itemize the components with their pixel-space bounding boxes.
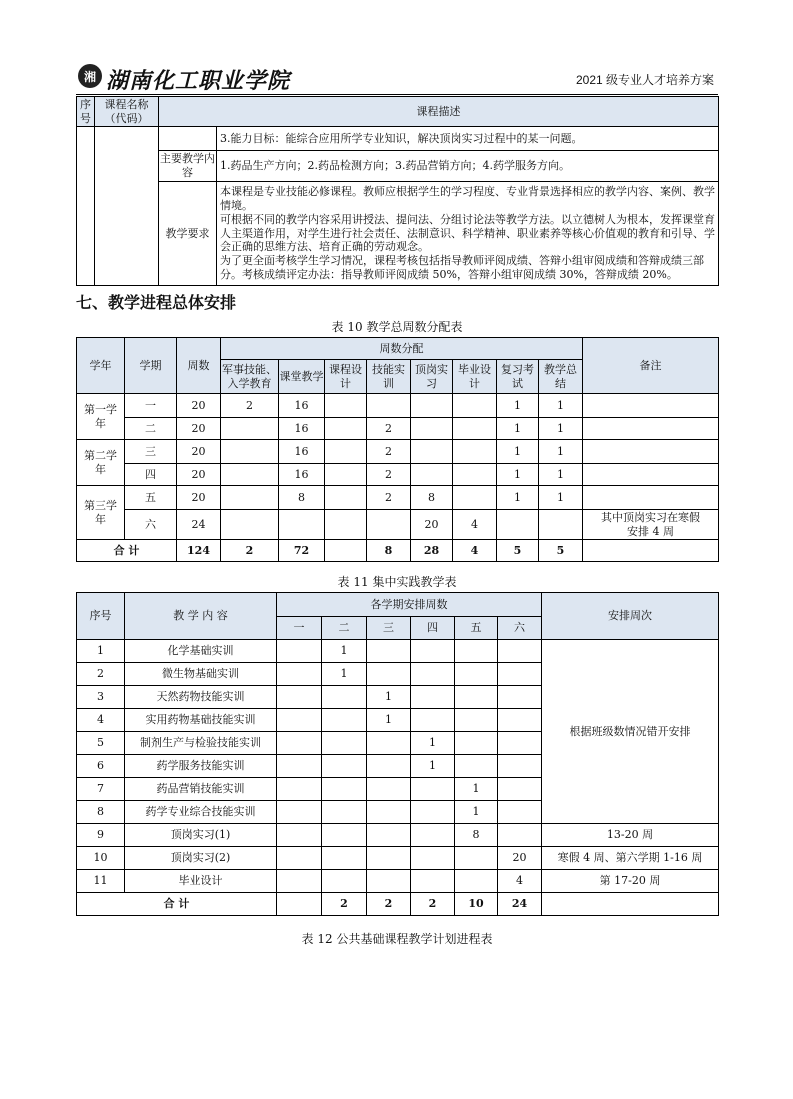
t10-term-header: 学期 [125, 338, 177, 394]
t11-value-cell [277, 686, 322, 709]
t10-total-cell: 8 [367, 540, 411, 562]
t11-value-cell: 4 [498, 870, 542, 893]
t11-total-label: 合 计 [77, 893, 277, 916]
t11-no-cell: 9 [77, 824, 125, 847]
t11-row [77, 870, 719, 893]
t10-value-cell: 2 [221, 394, 279, 418]
t11-schedule-cell: 13-20 周 [542, 824, 719, 847]
t11-value-cell [498, 778, 542, 801]
t10-value-cell: 1 [497, 440, 539, 464]
t11-value-cell [277, 709, 322, 732]
t10-row [77, 394, 719, 418]
t10-value-cell: 2 [367, 464, 411, 486]
requirement-line: 本课程是专业技能必修课程。教师应根据学生的学习程度、专业背景选择相应的教学内容、案例、教学情境。 [220, 185, 715, 213]
table11-caption: 表 11 集中实践教学表 [337, 575, 457, 589]
t11-no-cell: 3 [77, 686, 125, 709]
t10-weeks-cell: 20 [177, 394, 221, 418]
t10-value-cell: 16 [279, 418, 325, 440]
t11-value-cell [498, 640, 542, 663]
t11-value-cell [455, 709, 498, 732]
t11-value-cell [322, 686, 367, 709]
empty-name-cell [95, 127, 159, 286]
page-header [76, 62, 718, 95]
t11-total-cell: 10 [455, 893, 498, 916]
t11-name-cell: 制剂生产与检验技能实训 [125, 732, 277, 755]
t11-value-cell: 1 [367, 686, 411, 709]
section-heading: 七、教学进程总体安排 [76, 293, 237, 312]
t10-value-cell [221, 464, 279, 486]
t10-total-cell: 5 [539, 540, 583, 562]
t11-value-cell [322, 824, 367, 847]
content-label: 主要教学内容 [159, 151, 217, 182]
table10-caption: 表 10 教学总周数分配表 [331, 320, 463, 334]
t11-value-cell [367, 663, 411, 686]
t11-no-cell: 10 [77, 847, 125, 870]
t10-value-cell [539, 510, 583, 540]
t11-value-cell: 20 [498, 847, 542, 870]
t11-value-cell [322, 801, 367, 824]
t11-value-cell [498, 686, 542, 709]
t11-value-cell [411, 778, 455, 801]
t11-value-cell [367, 870, 411, 893]
t10-total-cell: 72 [279, 540, 325, 562]
requirement-label: 教学要求 [159, 182, 217, 286]
t10-sub-header: 军事技能、入学教育 [221, 360, 279, 394]
t10-sub-header: 复习考试 [497, 360, 539, 394]
t11-value-cell [498, 709, 542, 732]
t11-value-cell [322, 778, 367, 801]
t11-value-cell [367, 640, 411, 663]
t10-value-cell [325, 394, 367, 418]
t10-value-cell: 8 [279, 486, 325, 510]
t11-name-cell: 药学服务技能实训 [125, 755, 277, 778]
t11-value-cell [498, 755, 542, 778]
t11-value-cell [498, 663, 542, 686]
t11-value-cell [277, 640, 322, 663]
t11-content-header: 教 学 内 容 [125, 593, 277, 640]
t11-schedule-header: 安排周次 [542, 593, 719, 640]
t10-total-note [583, 540, 719, 562]
t10-weeks-cell: 20 [177, 418, 221, 440]
t10-value-cell [453, 418, 497, 440]
t10-value-cell [279, 510, 325, 540]
t10-weeks-cell: 20 [177, 440, 221, 464]
t10-value-cell [325, 510, 367, 540]
t10-value-cell: 4 [453, 510, 497, 540]
t10-value-cell [453, 394, 497, 418]
table12-caption: 表 12 公共基础课程教学计划进程表 [301, 932, 493, 946]
t10-term-cell: 一 [125, 394, 177, 418]
t10-weeks-cell: 20 [177, 486, 221, 510]
empty-label-cell [159, 127, 217, 151]
t11-value-cell [498, 732, 542, 755]
t11-no-cell: 5 [77, 732, 125, 755]
t11-name-cell: 天然药物技能实训 [125, 686, 277, 709]
document-title: 2021 级专业人才培养方案 [575, 73, 714, 87]
t11-value-cell: 1 [367, 709, 411, 732]
t10-value-cell: 1 [539, 394, 583, 418]
t11-value-cell [411, 870, 455, 893]
t10-total-label: 合 计 [77, 540, 177, 562]
t11-value-cell [411, 709, 455, 732]
t10-weeks-cell: 24 [177, 510, 221, 540]
t11-value-cell [411, 824, 455, 847]
t11-no-cell: 7 [77, 778, 125, 801]
t11-value-cell [277, 847, 322, 870]
t10-value-cell: 8 [411, 486, 453, 510]
t11-total-schedule [542, 893, 719, 916]
t10-value-cell [453, 486, 497, 510]
t10-year-cell: 第三学年 [77, 486, 125, 540]
t10-value-cell [411, 464, 453, 486]
t11-total-cell: 24 [498, 893, 542, 916]
t10-total-cell: 28 [411, 540, 453, 562]
t10-value-cell [367, 510, 411, 540]
t10-value-cell [325, 418, 367, 440]
t11-name-cell: 顶岗实习(2) [125, 847, 277, 870]
t10-sub-header: 毕业设计 [453, 360, 497, 394]
t10-term-cell: 二 [125, 418, 177, 440]
t11-row [77, 640, 719, 663]
t11-value-cell [277, 732, 322, 755]
t10-row [77, 510, 719, 540]
t11-value-cell [277, 755, 322, 778]
t10-weeks-cell: 20 [177, 464, 221, 486]
t11-term-header: 五 [455, 617, 498, 640]
t11-name-cell: 顶岗实习(1) [125, 824, 277, 847]
t11-name-cell: 微生物基础实训 [125, 663, 277, 686]
t11-terms-header: 各学期安排周数 [277, 593, 542, 617]
t10-value-cell [221, 510, 279, 540]
requirement-text [217, 182, 719, 286]
t10-note-cell [583, 394, 719, 418]
ability-goal-text: 3.能力目标：能综合应用所学专业知识，解决顶岗实习过程中的某一问题。 [217, 127, 719, 151]
t11-total-cell: 2 [367, 893, 411, 916]
col-name-header: 课程名称（代码） [95, 97, 159, 127]
t11-value-cell [322, 709, 367, 732]
t11-value-cell: 1 [322, 640, 367, 663]
col-desc-header: 课程描述 [159, 97, 719, 127]
t10-term-cell: 三 [125, 440, 177, 464]
t11-row [77, 824, 719, 847]
t10-note-cell [583, 486, 719, 510]
t10-total-cell: 5 [497, 540, 539, 562]
t10-value-cell [221, 440, 279, 464]
t11-value-cell [322, 732, 367, 755]
t10-total-cell [325, 540, 367, 562]
school-name: 湖南化工职业学院 [106, 68, 291, 94]
t10-year-header: 学年 [77, 338, 125, 394]
t10-row [77, 440, 719, 464]
t11-value-cell [277, 778, 322, 801]
table11-practice-teaching [76, 592, 719, 916]
t11-term-header: 四 [411, 617, 455, 640]
t10-value-cell: 20 [411, 510, 453, 540]
t10-value-cell [411, 440, 453, 464]
t11-value-cell [367, 755, 411, 778]
t11-term-header: 一 [277, 617, 322, 640]
t11-value-cell [277, 801, 322, 824]
t11-no-header: 序号 [77, 593, 125, 640]
t10-term-cell: 四 [125, 464, 177, 486]
t11-no-cell: 11 [77, 870, 125, 893]
col-no-header: 序号 [77, 97, 95, 127]
t10-row [77, 418, 719, 440]
t10-sub-header: 课堂教学 [279, 360, 325, 394]
t11-value-cell: 1 [455, 801, 498, 824]
t11-term-header: 二 [322, 617, 367, 640]
t10-value-cell [497, 510, 539, 540]
t10-value-cell: 1 [497, 464, 539, 486]
t10-value-cell: 16 [279, 440, 325, 464]
t10-row [77, 464, 719, 486]
t10-value-cell: 1 [539, 464, 583, 486]
t10-sub-header: 顶岗实习 [411, 360, 453, 394]
t11-name-cell: 化学基础实训 [125, 640, 277, 663]
t11-schedule-cell: 寒假 4 周、第六学期 1-16 周 [542, 847, 719, 870]
t11-value-cell [411, 847, 455, 870]
t10-value-cell [325, 486, 367, 510]
t11-row [77, 847, 719, 870]
t10-value-cell [325, 464, 367, 486]
t11-value-cell [498, 824, 542, 847]
t10-value-cell: 2 [367, 486, 411, 510]
t11-total-cell: 2 [322, 893, 367, 916]
t10-value-cell: 1 [539, 418, 583, 440]
t11-value-cell: 1 [322, 663, 367, 686]
t10-value-cell: 1 [497, 394, 539, 418]
t10-value-cell [221, 418, 279, 440]
requirement-line: 为了更全面考核学生学习情况，课程考核包括指导教师评阅成绩、答辩小组审阅成绩和答辩成绩三部分。考核成绩评定办法：指导教师评阅成绩 50%，答辩小组审阅成绩 30%，答辩成绩 20%。 [220, 254, 704, 281]
t10-year-cell: 第一学年 [77, 394, 125, 440]
t10-note-cell [583, 440, 719, 464]
t11-value-cell [367, 847, 411, 870]
t11-no-cell: 4 [77, 709, 125, 732]
t11-value-cell [455, 755, 498, 778]
course-description-table [76, 96, 719, 286]
t10-note-cell: 其中顶岗实习在寒假安排 4 周 [583, 510, 719, 540]
t10-note-cell [583, 464, 719, 486]
t11-no-cell: 1 [77, 640, 125, 663]
t11-name-cell: 药学专业综合技能实训 [125, 801, 277, 824]
t11-value-cell: 8 [455, 824, 498, 847]
t11-no-cell: 2 [77, 663, 125, 686]
t11-value-cell [498, 801, 542, 824]
t10-value-cell [325, 440, 367, 464]
t10-value-cell [453, 440, 497, 464]
t11-value-cell: 1 [411, 755, 455, 778]
t10-sub-header: 教学总结 [539, 360, 583, 394]
t10-value-cell: 1 [497, 418, 539, 440]
t11-no-cell: 6 [77, 755, 125, 778]
t11-value-cell [277, 870, 322, 893]
t10-value-cell: 2 [367, 440, 411, 464]
t11-value-cell [367, 801, 411, 824]
t11-schedule-cell: 第 17-20 周 [542, 870, 719, 893]
t10-value-cell: 1 [539, 486, 583, 510]
t11-term-header: 三 [367, 617, 411, 640]
t10-value-cell [221, 486, 279, 510]
t11-value-cell [455, 870, 498, 893]
t10-row [77, 486, 719, 510]
t11-value-cell [322, 847, 367, 870]
t11-value-cell [411, 640, 455, 663]
t10-value-cell: 1 [497, 486, 539, 510]
t10-total-cell: 4 [453, 540, 497, 562]
t11-value-cell [367, 778, 411, 801]
t11-value-cell [455, 847, 498, 870]
t11-value-cell [455, 640, 498, 663]
t10-term-cell: 五 [125, 486, 177, 510]
t11-value-cell [455, 663, 498, 686]
t10-year-cell: 第二学年 [77, 440, 125, 486]
t11-value-cell [322, 755, 367, 778]
t11-value-cell [367, 732, 411, 755]
empty-no-cell [77, 127, 95, 286]
t10-value-cell: 1 [539, 440, 583, 464]
t10-value-cell: 16 [279, 464, 325, 486]
t10-total-weeks: 124 [177, 540, 221, 562]
t10-note-header: 备注 [583, 338, 719, 394]
t11-name-cell: 毕业设计 [125, 870, 277, 893]
t10-note-cell [583, 418, 719, 440]
t10-value-cell [411, 394, 453, 418]
t11-total-cell [277, 893, 322, 916]
t10-value-cell [411, 418, 453, 440]
t10-weeks-header: 周数 [177, 338, 221, 394]
t11-total-cell: 2 [411, 893, 455, 916]
school-logo-icon: 湘 [78, 64, 102, 88]
t11-value-cell [411, 686, 455, 709]
t11-value-cell [322, 870, 367, 893]
t11-merged-schedule-cell: 根据班级数情况错开安排 [542, 640, 719, 824]
t11-term-header: 六 [498, 617, 542, 640]
t11-value-cell: 1 [411, 732, 455, 755]
t10-value-cell [367, 394, 411, 418]
t11-value-cell [277, 824, 322, 847]
t10-value-cell [453, 464, 497, 486]
t11-value-cell [411, 663, 455, 686]
t10-sub-header: 技能实训 [367, 360, 411, 394]
t10-sub-header: 课程设计 [325, 360, 367, 394]
t10-value-cell: 16 [279, 394, 325, 418]
t10-term-cell: 六 [125, 510, 177, 540]
t10-distribution-header: 周数分配 [221, 338, 583, 360]
requirement-line: 可根据不同的教学内容采用讲授法、提问法、分组讨论法等教学方法。以立德树人为根本，发挥课堂育人主渠道作用，对学生进行社会责任、法制意识、科学精神、职业素养等核心价值观的教育和引导、学会正确的思维方法、培育正确的劳动观念。 [220, 212, 715, 254]
t10-value-cell: 2 [367, 418, 411, 440]
t11-name-cell: 药品营销技能实训 [125, 778, 277, 801]
t11-value-cell: 1 [455, 778, 498, 801]
content-text: 1.药品生产方向；2.药品检测方向；3.药品营销方向；4.药学服务方向。 [217, 151, 719, 182]
t11-no-cell: 8 [77, 801, 125, 824]
t11-value-cell [455, 732, 498, 755]
t11-value-cell [455, 686, 498, 709]
t11-value-cell [277, 663, 322, 686]
t11-value-cell [411, 801, 455, 824]
t11-value-cell [367, 824, 411, 847]
t11-name-cell: 实用药物基础技能实训 [125, 709, 277, 732]
t10-total-cell: 2 [221, 540, 279, 562]
table10-week-distribution [76, 337, 719, 562]
